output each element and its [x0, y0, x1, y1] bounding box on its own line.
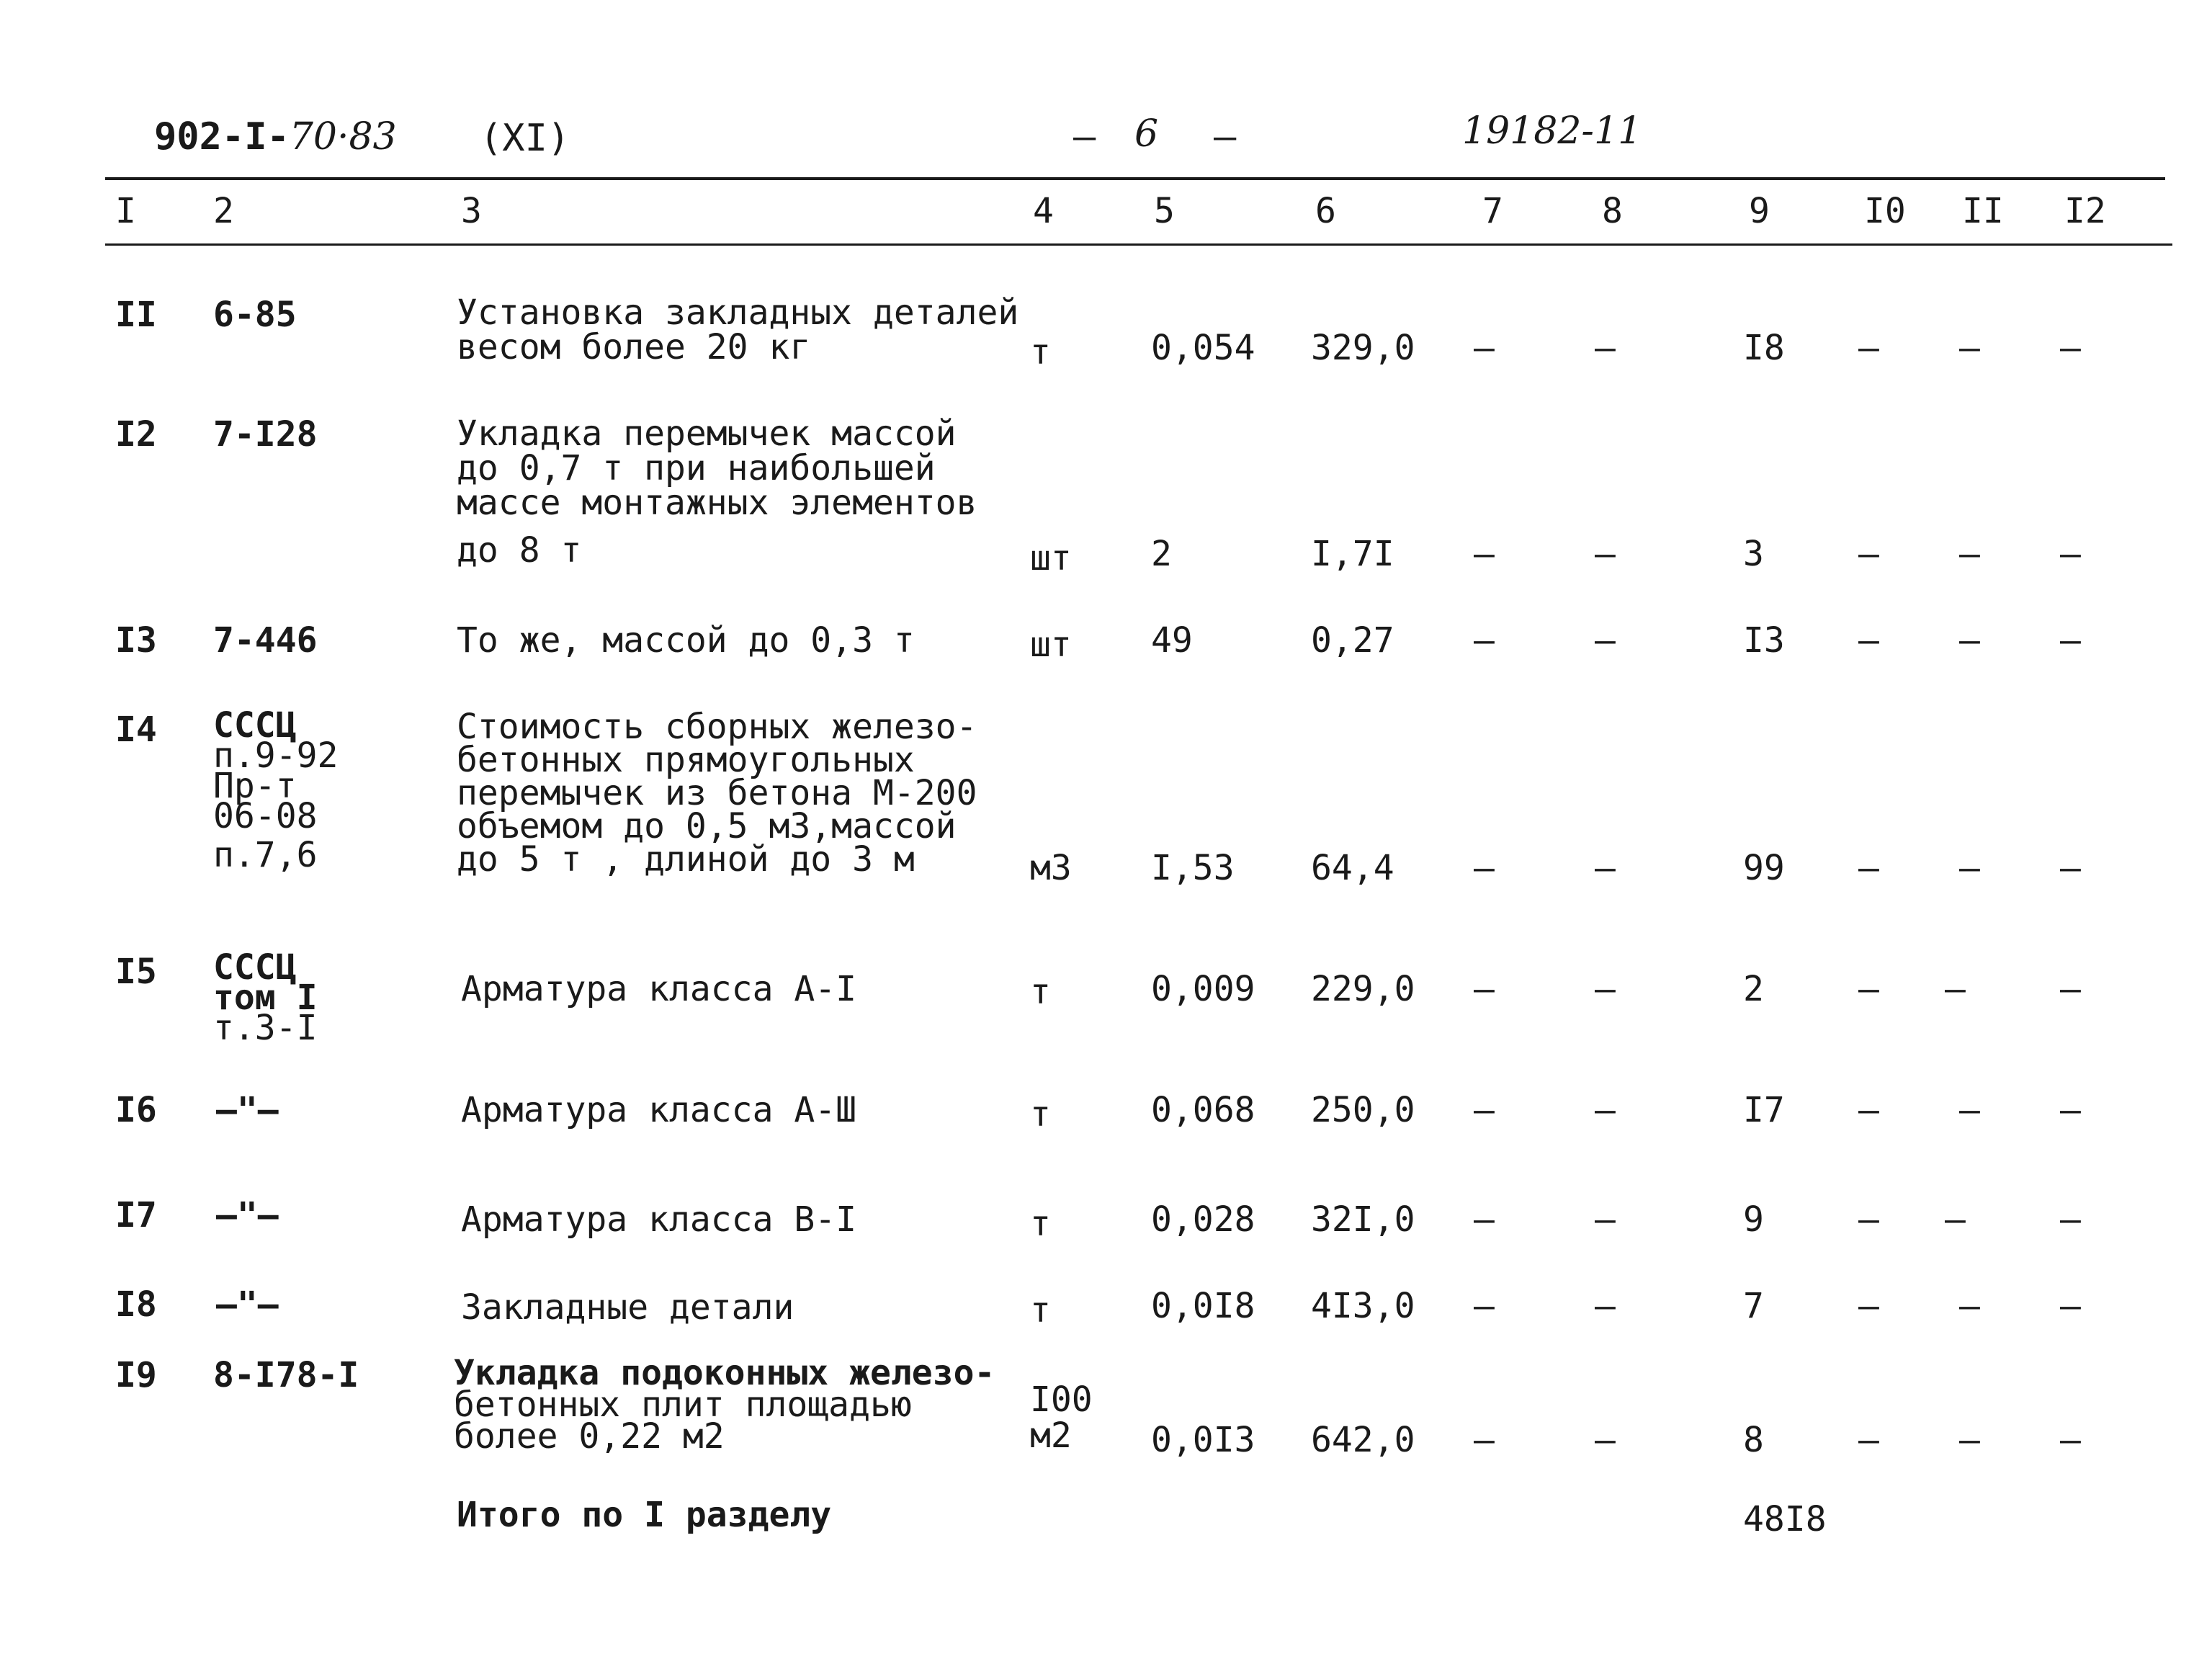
row-number: I9 [115, 1355, 157, 1395]
unit: I00 м2 [1030, 1379, 1093, 1456]
work-description: Стоимость сборных железо- бетонных прямоугольных перемычек из бетона М-200 объемом до 0,5 м3,массой до 5 т , длиной до 3 м [457, 707, 977, 880]
col8-value: – [1595, 1090, 1616, 1130]
column-header: I0 [1864, 191, 1906, 231]
col10-value: – [1858, 969, 1879, 1009]
page-dash-right: – [1214, 115, 1237, 158]
unit: м3 [1030, 848, 1072, 888]
column-header: 7 [1482, 191, 1503, 231]
quantity: 0,0I8 [1151, 1286, 1255, 1326]
rate-code: –"– [216, 1090, 279, 1130]
work-description: То же, массой до 0,3 т [457, 620, 915, 661]
total-cost: I3 [1743, 620, 1785, 661]
work-description: Закладные детали [461, 1287, 794, 1328]
col7-value: – [1474, 1199, 1495, 1240]
unit: т [1030, 1290, 1051, 1331]
section-number: (XI) [480, 117, 570, 160]
col8-value: – [1595, 1420, 1616, 1460]
col12-value: – [2060, 1090, 2081, 1130]
rate-code: –"– [216, 1284, 279, 1325]
quantity: 0,054 [1151, 328, 1255, 368]
column-header: 9 [1749, 191, 1770, 231]
total-value: 48I8 [1743, 1499, 1827, 1539]
quantity: 0,0I3 [1151, 1420, 1255, 1460]
unit-price: 0,27 [1311, 620, 1394, 661]
column-header: 3 [461, 191, 482, 231]
quantity: I,53 [1151, 848, 1235, 888]
unit: т [1030, 1204, 1051, 1244]
page-number: 6 [1134, 112, 1159, 156]
work-description: Установка закладных деталей весом более 20 кг [457, 292, 1019, 367]
col10-value: – [1858, 1090, 1879, 1130]
col12-value: – [2060, 969, 2081, 1009]
unit-price: 4I3,0 [1311, 1286, 1415, 1326]
col12-value: – [2060, 848, 2081, 888]
col11-value: – [1959, 620, 1980, 661]
row-number: I7 [115, 1195, 157, 1235]
col7-value: – [1474, 620, 1495, 661]
quantity: 0,068 [1151, 1090, 1255, 1130]
work-description: Укладка подоконных железо- бетонных плит площадью более 0,22 м2 [454, 1353, 995, 1457]
col7-value: – [1474, 328, 1495, 368]
col10-value: – [1858, 848, 1879, 888]
quantity: 0,009 [1151, 969, 1255, 1009]
rate-code: 8-I78-I [213, 1355, 359, 1395]
unit: т [1030, 972, 1051, 1012]
row-number: II [115, 295, 157, 335]
col7-value: – [1474, 1090, 1495, 1130]
rate-code: СССЦ п.9-92 Пр-т 06-08 п.7,6 [213, 705, 339, 875]
quantity: 0,028 [1151, 1199, 1255, 1240]
col12-value: – [2060, 1199, 2081, 1240]
unit-price: 329,0 [1311, 328, 1415, 368]
col10-value: – [1858, 328, 1879, 368]
col7-value: – [1474, 848, 1495, 888]
col11-value: – [1959, 1420, 1980, 1460]
row-number: I6 [115, 1090, 157, 1130]
work-description: Арматура класса В-I [461, 1199, 857, 1240]
doc-code [154, 115, 397, 158]
column-header: I [115, 191, 136, 231]
row-number: I2 [115, 414, 157, 455]
rate-code: 6-85 [213, 295, 297, 335]
col8-value: – [1595, 1199, 1616, 1240]
col7-value: – [1474, 1286, 1495, 1326]
total-cost: 99 [1743, 848, 1785, 888]
col11-value: – [1959, 1286, 1980, 1326]
col11-value: – [1945, 1199, 1966, 1240]
header-bottom-rule [105, 243, 2172, 246]
col7-value: – [1474, 534, 1495, 574]
col11-value: – [1945, 969, 1966, 1009]
total-cost: 9 [1743, 1199, 1764, 1240]
unit: шт [1030, 625, 1072, 665]
work-description: Арматура класса А-I [461, 969, 857, 1009]
quantity: 49 [1151, 620, 1193, 661]
unit-price: I,7I [1311, 534, 1394, 574]
header-top-rule [105, 177, 2165, 180]
doc-code-printed: 902-I- [154, 115, 290, 158]
column-header: 8 [1602, 191, 1623, 231]
col12-value: – [2060, 1286, 2081, 1326]
total-cost: I8 [1743, 328, 1785, 368]
col8-value: – [1595, 620, 1616, 661]
rate-code: СССЦ том I т.3-I [213, 947, 318, 1048]
col7-value: – [1474, 969, 1495, 1009]
total-cost: 7 [1743, 1286, 1764, 1326]
col10-value: – [1858, 1199, 1879, 1240]
row-number: I3 [115, 620, 157, 661]
col10-value: – [1858, 1420, 1879, 1460]
page-dash-left: – [1073, 115, 1096, 158]
unit-price: 250,0 [1311, 1090, 1415, 1130]
column-header: II [1962, 191, 2004, 231]
column-header: 4 [1033, 191, 1054, 231]
rate-code: 7-446 [213, 620, 318, 661]
unit: шт [1030, 538, 1072, 578]
col8-value: – [1595, 969, 1616, 1009]
doc-code-handwritten: 70·83 [289, 115, 397, 158]
col11-value: – [1959, 328, 1980, 368]
work-description: Арматура класса А-Ш [461, 1090, 857, 1130]
total-label: Итого по I разделу [457, 1495, 832, 1535]
archive-number: 19182-11 [1462, 109, 1642, 153]
column-header: 2 [213, 191, 234, 231]
col12-value: – [2060, 534, 2081, 574]
row-number: I4 [115, 710, 157, 750]
unit-price: 229,0 [1311, 969, 1415, 1009]
quantity: 2 [1151, 534, 1172, 574]
col7-value: – [1474, 1420, 1495, 1460]
col8-value: – [1595, 534, 1616, 574]
unit-price: 32I,0 [1311, 1199, 1415, 1240]
col12-value: – [2060, 1420, 2081, 1460]
col11-value: – [1959, 1090, 1980, 1130]
col11-value: – [1959, 848, 1980, 888]
total-cost: 8 [1743, 1420, 1764, 1460]
col12-value: – [2060, 620, 2081, 661]
unit-price: 642,0 [1311, 1420, 1415, 1460]
column-header: 6 [1315, 191, 1336, 231]
column-header: I2 [2064, 191, 2106, 231]
col8-value: – [1595, 848, 1616, 888]
rate-code: 7-I28 [213, 414, 318, 455]
col8-value: – [1595, 328, 1616, 368]
col11-value: – [1959, 534, 1980, 574]
col10-value: – [1858, 620, 1879, 661]
col10-value: – [1858, 1286, 1879, 1326]
unit-price: 64,4 [1311, 848, 1394, 888]
unit: т [1030, 332, 1051, 372]
row-number: I5 [115, 952, 157, 992]
unit: т [1030, 1094, 1051, 1135]
col12-value: – [2060, 328, 2081, 368]
col10-value: – [1858, 534, 1879, 574]
row-number: I8 [115, 1284, 157, 1325]
total-cost: 3 [1743, 534, 1764, 574]
total-cost: I7 [1743, 1090, 1785, 1130]
work-description: Укладка перемычек массой до 0,7 т при наибольшей массе монтажных элементов до 8 т [457, 413, 977, 571]
total-cost: 2 [1743, 969, 1764, 1009]
column-header: 5 [1154, 191, 1175, 231]
rate-code: –"– [216, 1195, 279, 1235]
col8-value: – [1595, 1286, 1616, 1326]
